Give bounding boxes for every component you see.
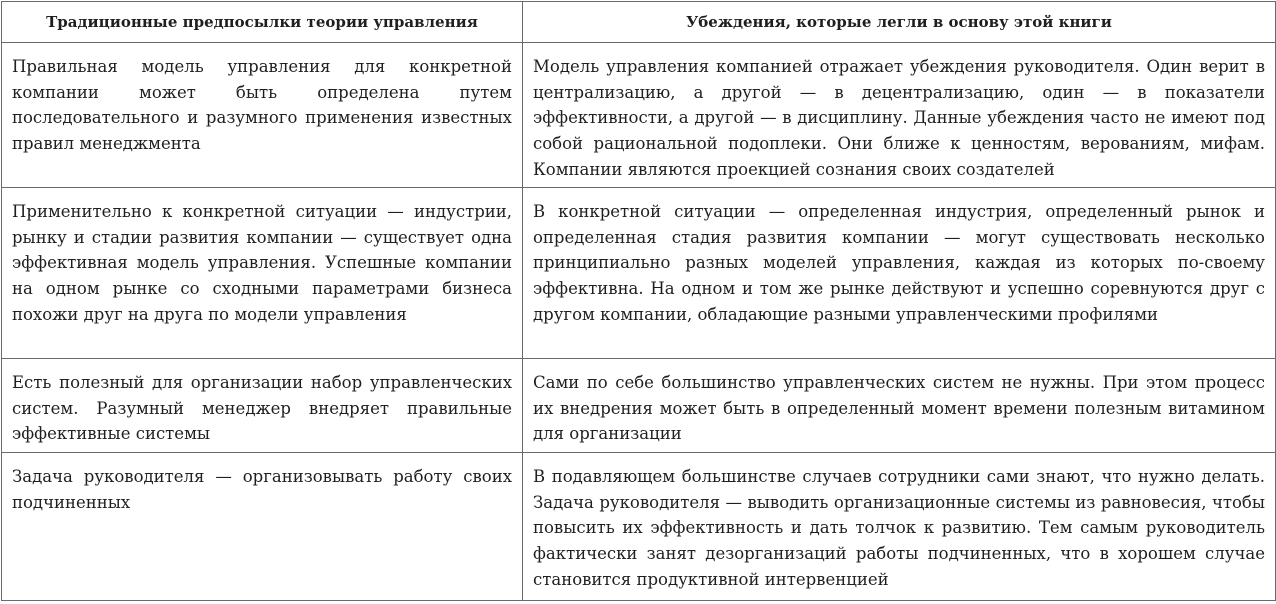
traditional-cell (2, 43, 523, 188)
traditional-cell (2, 359, 523, 453)
beliefs-cell (523, 188, 1276, 359)
table-row (2, 43, 1276, 188)
traditional-text: Применительно к конкретной ситуации — индустрии, рынку и стадии развития компании — существует одна эффективная модель управления. Успешные компании на одном рынке со сходными параметрами бизнеса похожи друг на друга по модели управления (12, 202, 512, 324)
table-row (2, 453, 1276, 601)
traditional-cell (2, 453, 523, 601)
beliefs-cell (523, 359, 1276, 453)
traditional-text: Правильная модель управления для конкретной компании может быть определена путем последовательного и разумного применения известных правил менеджмента (12, 57, 512, 154)
beliefs-text: В подавляющем большинстве случаев сотрудники сами знают, что нужно делать. Задача руководителя — выводить организационные системы из равновесия, чтобы повысить их эффективность и дать толчок к развитию. Тем самым руководитель фактически занят дезорганизаций работы подчиненных, что в хорошем случае становится продуктивной интервенцией (533, 467, 1265, 589)
table-header-row (2, 2, 1276, 43)
header-book-beliefs: Убеждения, которые легли в основу этой книги (523, 2, 1276, 43)
beliefs-cell (523, 43, 1276, 188)
beliefs-cell (523, 453, 1276, 601)
beliefs-text: В конкретной ситуации — определенная индустрия, определенный рынок и определенная стадия развития компании — могут существовать несколько принципиально разных моделей управления, каждая из которых по-своему эффективна. На одном и том же рынке действуют и успешно соревнуются друг с другом компании, обладающие разными управленческими профилями (533, 202, 1265, 324)
traditional-cell (2, 188, 523, 359)
table-row (2, 359, 1276, 453)
beliefs-text: Сами по себе большинство управленческих систем не нужны. При этом процесс их внедрения может быть в определенный момент времени полезным витамином для организации (533, 373, 1265, 444)
table-row (2, 188, 1276, 359)
traditional-text: Есть полезный для организации набор управленческих систем. Разумный менеджер внедряет правильные эффективные системы (12, 373, 512, 444)
traditional-text: Задача руководителя — организовывать работу своих подчиненных (12, 467, 512, 512)
header-traditional-premises: Традиционные предпосылки теории управления (2, 2, 523, 43)
comparison-table (1, 1, 1276, 601)
beliefs-text: Модель управления компанией отражает убеждения руководителя. Один верит в централизацию, а другой — в децентрализацию, один — в показатели эффективности, а другой — в дисциплину. Данные убеждения часто не имеют под собой рациональной подоплеки. Они ближе к ценностям, верованиям, мифам. Компании являются проекцией сознания своих создателей (533, 57, 1265, 179)
